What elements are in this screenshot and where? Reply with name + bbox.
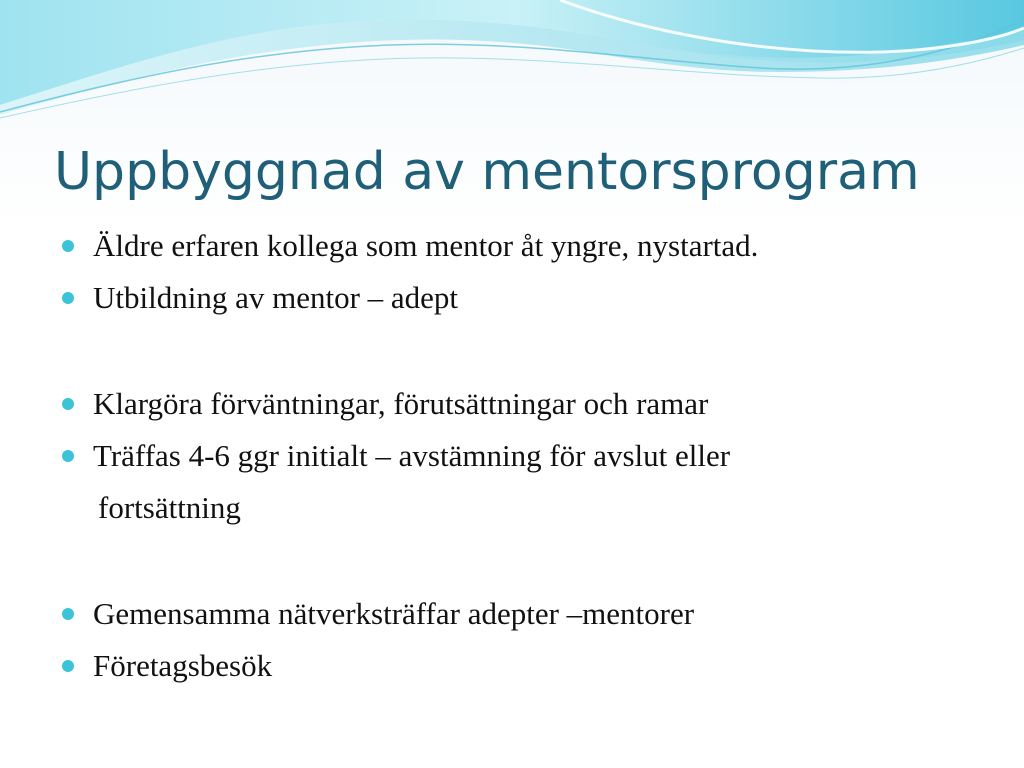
bullet-text: Företagsbesök (93, 648, 273, 683)
bullet-dot-icon (62, 240, 74, 252)
bullet-text: Äldre erfaren kollega som mentor åt yngre, nystartad. (93, 228, 759, 263)
bullet-list (62, 220, 1002, 692)
bullet-dot-icon (62, 660, 74, 672)
bullet-dot-icon (62, 450, 74, 462)
bullet-spacer (62, 534, 1002, 588)
bullet-spacer (62, 324, 1002, 378)
bullet-continuation (62, 482, 1002, 534)
bullet-text: Gemensamma nätverksträffar adepter –mentorer (93, 596, 695, 631)
bullet-text: Träffas 4-6 ggr initialt – avstämning för avslut eller (93, 438, 731, 473)
bullet-text-continuation: fortsättning (98, 490, 241, 525)
bullet-item (62, 272, 1002, 324)
slide-title: Uppbyggnad av mentorsprogram (54, 142, 920, 202)
bullet-item (62, 378, 1002, 430)
bullet-dot-icon (62, 608, 74, 620)
bullet-item (62, 588, 1002, 640)
bullet-text: Utbildning av mentor – adept (93, 280, 459, 315)
bullet-item (62, 640, 1002, 692)
bullet-text: Klargöra förväntningar, förutsättningar och ramar (93, 386, 709, 421)
bullet-dot-icon (62, 292, 74, 304)
bullet-item (62, 430, 1002, 482)
wave-decoration (0, 0, 1024, 130)
bullet-item (62, 220, 1002, 272)
bullet-dot-icon (62, 398, 74, 410)
